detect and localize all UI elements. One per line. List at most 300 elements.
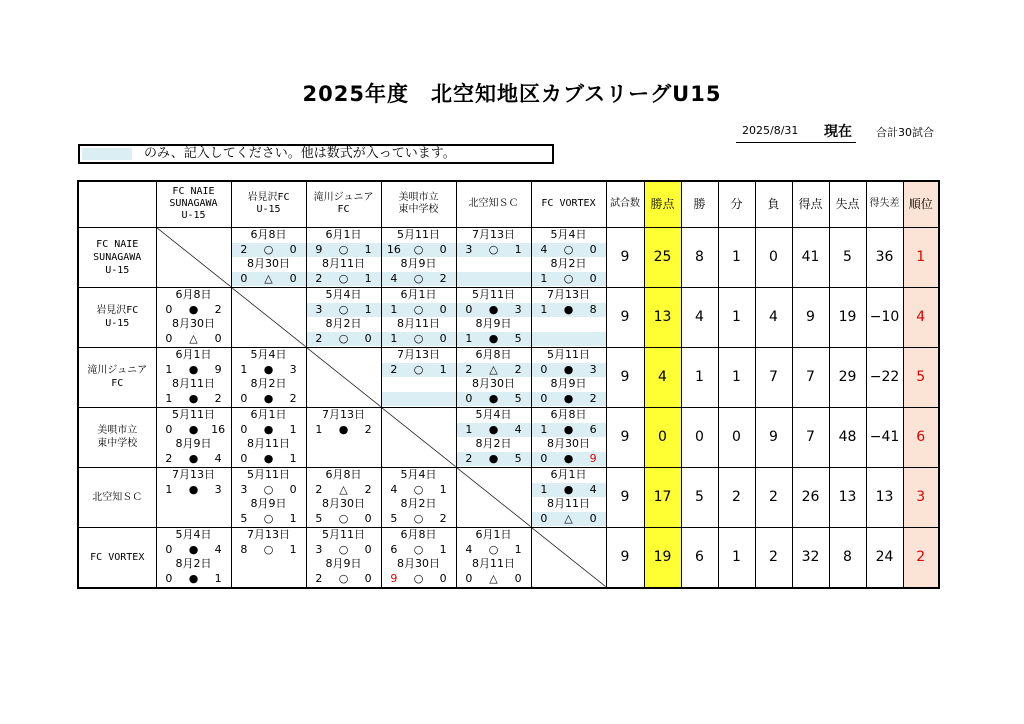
score-value: 0 — [514, 571, 522, 585]
draws-value: 1 — [718, 227, 755, 287]
result-mark: ○ — [413, 542, 424, 556]
result-mark: ● — [263, 451, 274, 465]
team-name-line: SUNAGAWA — [93, 251, 142, 263]
team-name-line: 東中学校 — [97, 438, 138, 449]
team-header-3 — [381, 181, 456, 227]
score-value: 3 — [240, 482, 248, 496]
wins-value: 8 — [681, 227, 718, 287]
score-value: 0 — [439, 571, 447, 585]
score-value: 8 — [589, 302, 597, 316]
points-value: 13 — [644, 287, 681, 347]
match-score — [382, 483, 456, 498]
match-score — [457, 452, 531, 467]
match-date: 7月13日 — [172, 468, 215, 481]
score-value: 0 — [240, 271, 248, 285]
match-cell — [381, 287, 456, 347]
goals-against-value: 48 — [829, 407, 866, 467]
score-value: 1 — [540, 482, 548, 496]
result-mark: △ — [564, 511, 573, 525]
result-mark: ● — [488, 331, 499, 345]
losses-value: 0 — [755, 227, 792, 287]
self-match-cell — [156, 227, 231, 287]
match-score — [532, 423, 606, 438]
match-score — [307, 572, 381, 587]
match-date: 8月2日 — [325, 317, 362, 330]
match-score — [457, 272, 531, 287]
score-value: 1 — [540, 422, 548, 436]
score-value: 0 — [540, 362, 548, 376]
result-mark: △ — [189, 331, 198, 345]
match-date: 8月2日 — [475, 437, 512, 450]
match-cell — [306, 467, 381, 527]
goal-diff-value: −41 — [866, 407, 903, 467]
match-date: 5月4日 — [250, 348, 287, 361]
stat-header-8: 順位 — [903, 181, 939, 227]
team-header-line: FC — [337, 204, 350, 216]
score-value: 1 — [214, 571, 222, 585]
match-date: 6月8日 — [175, 288, 212, 301]
score-value: 0 — [165, 331, 173, 345]
match-date: 8月30日 — [322, 497, 365, 510]
match-date: 6月1日 — [250, 408, 287, 421]
score-value: 1 — [439, 482, 447, 496]
score-value: 0 — [165, 542, 173, 556]
team-name-line: FC — [111, 378, 124, 389]
result-mark: ○ — [338, 571, 349, 585]
team-name-line: 北空知ＳＣ — [92, 491, 143, 503]
score-value: 0 — [364, 571, 372, 585]
team-row — [78, 467, 939, 527]
match-score — [157, 512, 231, 527]
rank-value: 6 — [903, 407, 939, 467]
score-value: 0 — [439, 302, 447, 316]
match-score — [382, 243, 456, 258]
match-date — [457, 257, 531, 272]
self-match-cell — [306, 347, 381, 407]
score-value: 1 — [289, 542, 297, 556]
match-score — [232, 243, 306, 258]
match-date: 5月11日 — [322, 528, 365, 541]
score-value: 1 — [165, 391, 173, 405]
score-value: 8 — [240, 542, 248, 556]
match-cell — [156, 467, 231, 527]
result-mark: ○ — [263, 542, 274, 556]
team-header-line: FC VORTEX — [541, 198, 596, 210]
team-header-line: FC NAIE — [172, 186, 215, 198]
match-cell — [231, 347, 306, 407]
match-date: 8月11日 — [247, 437, 290, 450]
match-date — [307, 437, 381, 452]
match-date: 7月13日 — [397, 348, 440, 361]
match-score — [307, 303, 381, 318]
score-value: 1 — [514, 542, 522, 556]
score-value: 2 — [315, 482, 323, 496]
match-cell — [456, 407, 531, 467]
score-value: 3 — [465, 242, 473, 256]
result-mark: ○ — [563, 271, 574, 285]
wins-value: 4 — [681, 287, 718, 347]
wins-value: 0 — [681, 407, 718, 467]
result-mark: ○ — [488, 542, 499, 556]
team-header-1 — [231, 181, 306, 227]
team-header-0 — [156, 181, 231, 227]
match-cell — [231, 407, 306, 467]
match-score — [157, 543, 231, 558]
result-mark: ● — [563, 451, 574, 465]
score-value: 0 — [465, 391, 473, 405]
score-value: 2 — [315, 571, 323, 585]
match-cell — [306, 527, 381, 588]
games-value: 9 — [606, 347, 644, 407]
score-value: 1 — [289, 422, 297, 436]
match-cell — [231, 227, 306, 287]
match-date: 8月30日 — [472, 377, 515, 390]
match-date: 8月11日 — [472, 557, 515, 570]
match-score — [382, 363, 456, 378]
match-score — [307, 543, 381, 558]
goals-against-value: 13 — [829, 467, 866, 527]
rank-value: 5 — [903, 347, 939, 407]
team-name-line: FC VORTEX — [90, 551, 145, 563]
match-score — [457, 392, 531, 407]
match-date: 6月8日 — [550, 408, 587, 421]
draws-value: 1 — [718, 527, 755, 588]
score-value: 2 — [514, 362, 522, 376]
score-value: 2 — [465, 451, 473, 465]
score-value: 4 — [214, 542, 222, 556]
score-value — [506, 272, 531, 287]
result-mark: ● — [263, 422, 274, 436]
score-value: 5 — [514, 331, 522, 345]
match-score — [232, 512, 306, 527]
match-cell — [456, 287, 531, 347]
score-value: 0 — [540, 451, 548, 465]
match-score — [457, 303, 531, 318]
result-mark: ● — [338, 422, 349, 436]
match-score — [157, 572, 231, 587]
match-score — [457, 543, 531, 558]
team-row — [78, 227, 939, 287]
match-score — [532, 512, 606, 527]
result-mark: ● — [563, 362, 574, 376]
team-row — [78, 407, 939, 467]
score-value — [431, 392, 456, 407]
team-header-line: 岩見沢FC — [247, 192, 290, 204]
losses-value: 4 — [755, 287, 792, 347]
match-date: 5月11日 — [547, 348, 590, 361]
score-value — [382, 392, 407, 407]
team-name-3 — [78, 407, 156, 467]
score-value: 2 — [465, 362, 473, 376]
goals-against-value: 5 — [829, 227, 866, 287]
match-date: 8月30日 — [397, 557, 440, 570]
result-mark: ● — [188, 302, 199, 316]
match-date: 6月8日 — [325, 468, 362, 481]
result-mark: ● — [488, 302, 499, 316]
match-score — [457, 243, 531, 258]
goals-against-value: 29 — [829, 347, 866, 407]
match-date: 6月8日 — [475, 348, 512, 361]
score-value: 0 — [165, 422, 173, 436]
score-value: 0 — [589, 511, 597, 525]
match-score — [232, 483, 306, 498]
score-value: 1 — [364, 271, 372, 285]
match-date: 8月30日 — [547, 437, 590, 450]
draws-value: 1 — [718, 287, 755, 347]
result-mark: ● — [488, 451, 499, 465]
goals-for-value: 7 — [792, 407, 829, 467]
match-cell — [306, 407, 381, 467]
self-match-cell — [381, 407, 456, 467]
match-score — [382, 272, 456, 287]
points-value: 4 — [644, 347, 681, 407]
team-name-line: FC NAIE — [96, 238, 139, 250]
result-mark: ● — [188, 542, 199, 556]
match-date: 6月1日 — [325, 228, 362, 241]
result-mark — [331, 452, 356, 467]
match-score — [232, 272, 306, 287]
score-value: 2 — [589, 391, 597, 405]
team-name-line: U-15 — [105, 318, 130, 329]
score-value — [581, 332, 606, 347]
losses-value: 7 — [755, 347, 792, 407]
result-mark: ○ — [338, 511, 349, 525]
match-cell — [231, 527, 306, 588]
match-date — [157, 497, 231, 512]
result-mark: ● — [488, 422, 499, 436]
goals-against-value: 19 — [829, 287, 866, 347]
match-score — [232, 452, 306, 467]
match-cell — [156, 287, 231, 347]
match-date: 5月4日 — [175, 528, 212, 541]
match-date: 8月11日 — [172, 377, 215, 390]
result-mark: ○ — [413, 331, 424, 345]
match-cell — [306, 287, 381, 347]
team-header-line: U-15 — [181, 210, 206, 222]
match-date: 6月1日 — [475, 528, 512, 541]
score-value: 3 — [315, 302, 323, 316]
goals-for-value: 26 — [792, 467, 829, 527]
score-value: 0 — [439, 242, 447, 256]
team-header-5 — [531, 181, 606, 227]
team-header-4 — [456, 181, 531, 227]
match-date: 8月9日 — [550, 377, 587, 390]
match-score — [532, 483, 606, 498]
score-value: 2 — [439, 511, 447, 525]
stat-header-7: 得失差 — [866, 181, 903, 227]
match-date: 8月9日 — [175, 437, 212, 450]
games-value: 9 — [606, 287, 644, 347]
games-value: 9 — [606, 227, 644, 287]
match-score — [382, 572, 456, 587]
match-score — [532, 452, 606, 467]
match-score — [532, 392, 606, 407]
score-value: 9 — [214, 362, 222, 376]
result-mark: ● — [263, 391, 274, 405]
team-name-5 — [78, 527, 156, 588]
result-mark: ○ — [338, 271, 349, 285]
team-name-line: 岩見沢FC — [96, 305, 139, 316]
match-date — [232, 557, 306, 572]
match-cell — [381, 527, 456, 588]
match-score — [307, 483, 381, 498]
match-date: 7月13日 — [547, 288, 590, 301]
score-value: 0 — [289, 242, 297, 256]
goals-against-value: 8 — [829, 527, 866, 588]
score-value: 2 — [165, 451, 173, 465]
score-value: 0 — [240, 391, 248, 405]
score-value: 4 — [390, 271, 398, 285]
stat-header-1: 勝点 — [644, 181, 681, 227]
goal-diff-value: 13 — [866, 467, 903, 527]
match-score — [157, 423, 231, 438]
score-value: 0 — [165, 571, 173, 585]
points-value: 19 — [644, 527, 681, 588]
input-color-swatch — [82, 148, 132, 160]
score-value: 1 — [390, 331, 398, 345]
result-mark: ● — [188, 422, 199, 436]
goal-diff-value: −22 — [866, 347, 903, 407]
stat-header-6: 失点 — [829, 181, 866, 227]
score-value: 1 — [514, 242, 522, 256]
result-mark: △ — [339, 482, 348, 496]
result-mark: ● — [563, 482, 574, 496]
goals-for-value: 7 — [792, 347, 829, 407]
team-header-2 — [306, 181, 381, 227]
score-value: 0 — [289, 482, 297, 496]
team-row — [78, 527, 939, 588]
score-value — [457, 272, 482, 287]
match-date: 8月9日 — [400, 257, 437, 270]
match-date — [382, 377, 456, 392]
match-date: 7月13日 — [247, 528, 290, 541]
score-value: 1 — [540, 302, 548, 316]
result-mark: ○ — [263, 482, 274, 496]
score-value: 0 — [589, 271, 597, 285]
match-date: 8月2日 — [400, 497, 437, 510]
result-mark: ● — [188, 571, 199, 585]
match-cell — [531, 407, 606, 467]
draws-value: 1 — [718, 347, 755, 407]
match-score — [232, 363, 306, 378]
result-mark: ○ — [413, 362, 424, 376]
points-value: 0 — [644, 407, 681, 467]
result-mark: ● — [563, 302, 574, 316]
result-mark: △ — [489, 571, 498, 585]
match-date: 7月13日 — [322, 408, 365, 421]
score-value: 1 — [289, 511, 297, 525]
score-value: 1 — [465, 422, 473, 436]
match-date: 8月11日 — [397, 317, 440, 330]
match-score — [157, 452, 231, 467]
score-value: 6 — [390, 542, 398, 556]
points-value: 25 — [644, 227, 681, 287]
score-value: 2 — [364, 482, 372, 496]
score-value: 2 — [390, 362, 398, 376]
score-value: 1 — [540, 271, 548, 285]
match-cell — [531, 347, 606, 407]
score-value — [281, 572, 306, 587]
games-value: 9 — [606, 527, 644, 588]
match-score — [457, 363, 531, 378]
score-value: 1 — [439, 362, 447, 376]
score-value: 9 — [390, 571, 398, 585]
match-cell — [156, 407, 231, 467]
score-value: 0 — [364, 542, 372, 556]
score-value — [232, 572, 257, 587]
result-mark: △ — [264, 271, 273, 285]
score-value: 4 — [465, 542, 473, 556]
score-value: 2 — [240, 242, 248, 256]
score-value: 1 — [390, 302, 398, 316]
match-date: 7月13日 — [472, 228, 515, 241]
match-date: 8月11日 — [322, 257, 365, 270]
team-header-line: U-15 — [256, 204, 281, 216]
losses-value: 9 — [755, 407, 792, 467]
result-mark: ● — [488, 391, 499, 405]
result-mark: ○ — [488, 242, 499, 256]
score-value: 0 — [540, 391, 548, 405]
match-score — [307, 512, 381, 527]
score-value — [356, 452, 381, 467]
match-score — [307, 272, 381, 287]
result-mark — [556, 332, 581, 347]
team-name-4 — [78, 467, 156, 527]
match-score — [532, 363, 606, 378]
score-value: 5 — [514, 391, 522, 405]
self-match-cell — [231, 287, 306, 347]
stat-header-0: 試合数 — [606, 181, 644, 227]
score-value — [157, 512, 182, 527]
wins-value: 1 — [681, 347, 718, 407]
match-date: 5月11日 — [397, 228, 440, 241]
score-value: 4 — [589, 482, 597, 496]
team-header-line: 東中学校 — [398, 204, 439, 216]
match-score — [307, 243, 381, 258]
match-cell — [156, 347, 231, 407]
goals-for-value: 9 — [792, 287, 829, 347]
team-name-line: 美唄市立 — [97, 425, 138, 436]
rank-value: 2 — [903, 527, 939, 588]
result-mark: ○ — [563, 242, 574, 256]
match-date: 8月30日 — [247, 257, 290, 270]
losses-value: 2 — [755, 467, 792, 527]
score-value: 2 — [439, 271, 447, 285]
match-score — [532, 303, 606, 318]
as-of-date-value: 2025/8/31 — [742, 124, 799, 137]
score-value: 1 — [165, 482, 173, 496]
score-value — [206, 512, 231, 527]
points-value: 17 — [644, 467, 681, 527]
total-matches: 合計30試合 — [876, 126, 934, 139]
result-mark: ● — [188, 391, 199, 405]
result-mark: ○ — [413, 242, 424, 256]
team-header-line: 北空知ＳＣ — [468, 198, 519, 210]
games-value: 9 — [606, 467, 644, 527]
wins-value: 5 — [681, 467, 718, 527]
score-value: 1 — [439, 542, 447, 556]
team-header-line: 美唄市立 — [398, 192, 439, 204]
losses-value: 2 — [755, 527, 792, 588]
match-score — [382, 332, 456, 347]
result-mark: ○ — [263, 511, 274, 525]
match-date: 5月4日 — [550, 228, 587, 241]
match-date: 8月30日 — [172, 317, 215, 330]
score-value: 3 — [214, 482, 222, 496]
match-score — [232, 543, 306, 558]
match-date: 6月1日 — [175, 348, 212, 361]
match-score — [307, 332, 381, 347]
